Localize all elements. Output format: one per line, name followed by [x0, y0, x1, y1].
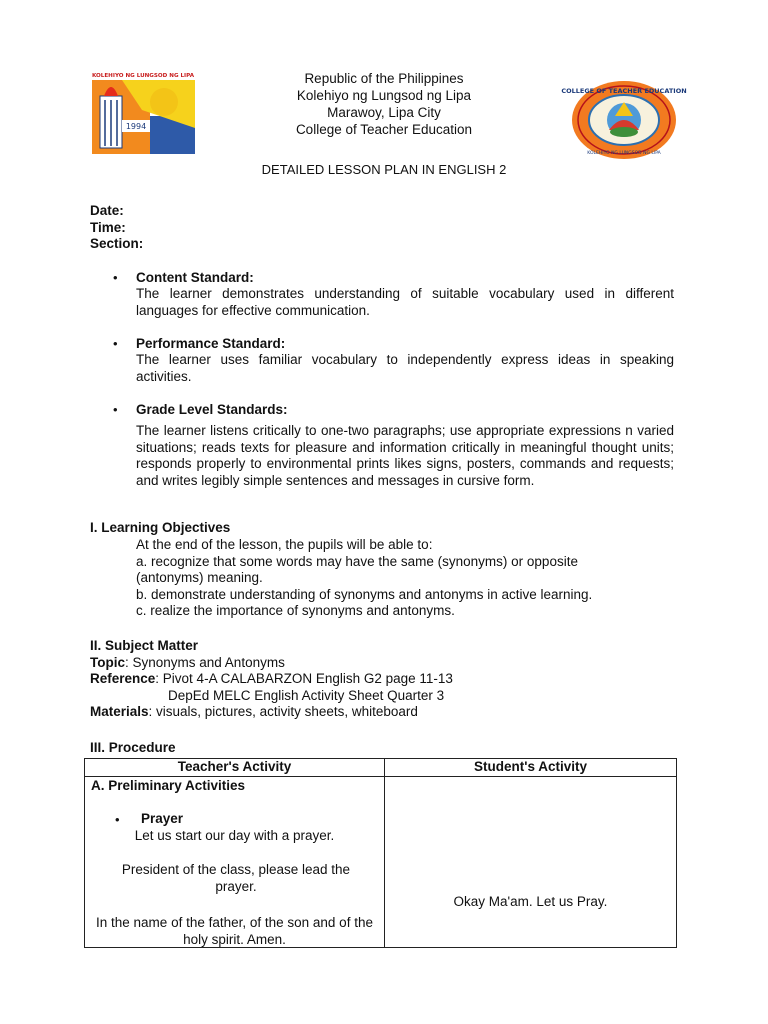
bullet: •: [113, 402, 118, 417]
topic-row: [90, 655, 453, 672]
svg-text:COLLEGE OF TEACHER EDUCATION: COLLEGE OF TEACHER EDUCATION: [561, 87, 687, 95]
teacher-activity-header: Teacher's Activity: [85, 759, 385, 777]
prayer-heading: Prayer: [141, 811, 184, 826]
teacher-prayer-line: Let us start our day with a prayer.: [134, 828, 335, 843]
objectives-heading: I. Learning Objectives: [90, 520, 231, 535]
header-line-address: Marawoy, Lipa City: [327, 105, 441, 120]
performance-standard-heading: Performance Standard:: [136, 336, 286, 351]
section-label: Section:: [90, 236, 144, 251]
student-activity-header: Student's Activity: [385, 759, 677, 777]
time-label: Time:: [90, 219, 126, 235]
school-header: [0, 70, 768, 138]
teacher-amen-line: In the name of the father, of the son and of the holy spirit. Amen.: [96, 915, 373, 947]
materials-label: Materials: [90, 704, 149, 719]
reference-value: : Pivot 4-A CALABARZON English G2 page 11-13: [155, 671, 453, 686]
objective-c: c. realize the importance of synonyms and antonyms.: [136, 603, 455, 618]
header-line-republic: Republic of the Philippines: [304, 71, 464, 86]
bullet: •: [113, 336, 118, 351]
materials-row: [90, 704, 453, 721]
teacher-president-line: President of the class, please lead the prayer.: [121, 862, 351, 894]
header-line-college: College of Teacher Education: [295, 122, 473, 137]
objectives-intro: At the end of the lesson, the pupils will be able to:: [136, 537, 433, 552]
subject-matter: [90, 638, 453, 721]
materials-value: : visuals, pictures, activity sheets, whiteboard: [148, 704, 418, 719]
table-row: [85, 777, 677, 948]
table-header-row: [85, 759, 677, 777]
reference-label: Reference: [90, 671, 156, 686]
objective-b: b. demonstrate understanding of synonyms and antonyms in active learning.: [136, 586, 593, 602]
student-response: Okay Ma'am. Let us Pray.: [453, 894, 608, 909]
topic-value: : Synonyms and Antonyms: [125, 654, 285, 670]
content-standard-heading: Content Standard:: [136, 270, 254, 285]
header-line-school: Kolehiyo ng Lungsod ng Lipa: [296, 88, 472, 103]
document-title: DETAILED LESSON PLAN IN ENGLISH 2: [261, 162, 507, 177]
reference-row: [90, 671, 453, 688]
reference-value-2: DepEd MELC English Activity Sheet Quarter 3: [168, 687, 445, 703]
subject-matter-heading: II. Subject Matter: [90, 638, 199, 653]
performance-standard-text: The learner uses familiar vocabulary to independently express ideas in speaking activities.: [136, 352, 674, 384]
svg-text:KOLEHIYO NG LUNGSOD NG LIPA: KOLEHIYO NG LUNGSOD NG LIPA: [91, 73, 195, 79]
svg-text:1994: 1994: [125, 122, 147, 131]
content-standard-text: The learner demonstrates understanding of suitable vocabulary used in different languages for effective communication.: [136, 286, 674, 318]
procedure-heading: III. Procedure: [90, 740, 176, 755]
date-label: Date:: [90, 203, 124, 218]
objective-a-continued: (antonyms) meaning.: [136, 570, 263, 585]
grade-level-standards-heading: Grade Level Standards:: [136, 402, 288, 417]
teacher-activity-cell: [85, 777, 385, 948]
grade-level-standards-text: The learner listens critically to one-two paragraphs; use appropriate expressions n varied situations; reads texts for pleasure and information critically in meaningful thought units; responds properly to environmental prints likes signs, posters, commands and requests; and writes legibly simple sentences and messages in cursive form.: [136, 423, 674, 488]
bullet: •: [115, 812, 120, 827]
bullet: •: [113, 270, 118, 285]
info-fields: [90, 203, 143, 253]
svg-text:KOLEHIYO NG LUNGSOD NG LIPA: KOLEHIYO NG LUNGSOD NG LIPA: [587, 151, 661, 156]
procedure-table: [84, 758, 677, 948]
objective-a: a. recognize that some words may have the same (synonyms) or opposite: [136, 553, 578, 569]
preliminary-activities-heading: A. Preliminary Activities: [91, 778, 246, 793]
topic-label: Topic: [90, 654, 125, 670]
student-activity-cell: [385, 777, 677, 948]
objectives-list: [136, 537, 696, 620]
